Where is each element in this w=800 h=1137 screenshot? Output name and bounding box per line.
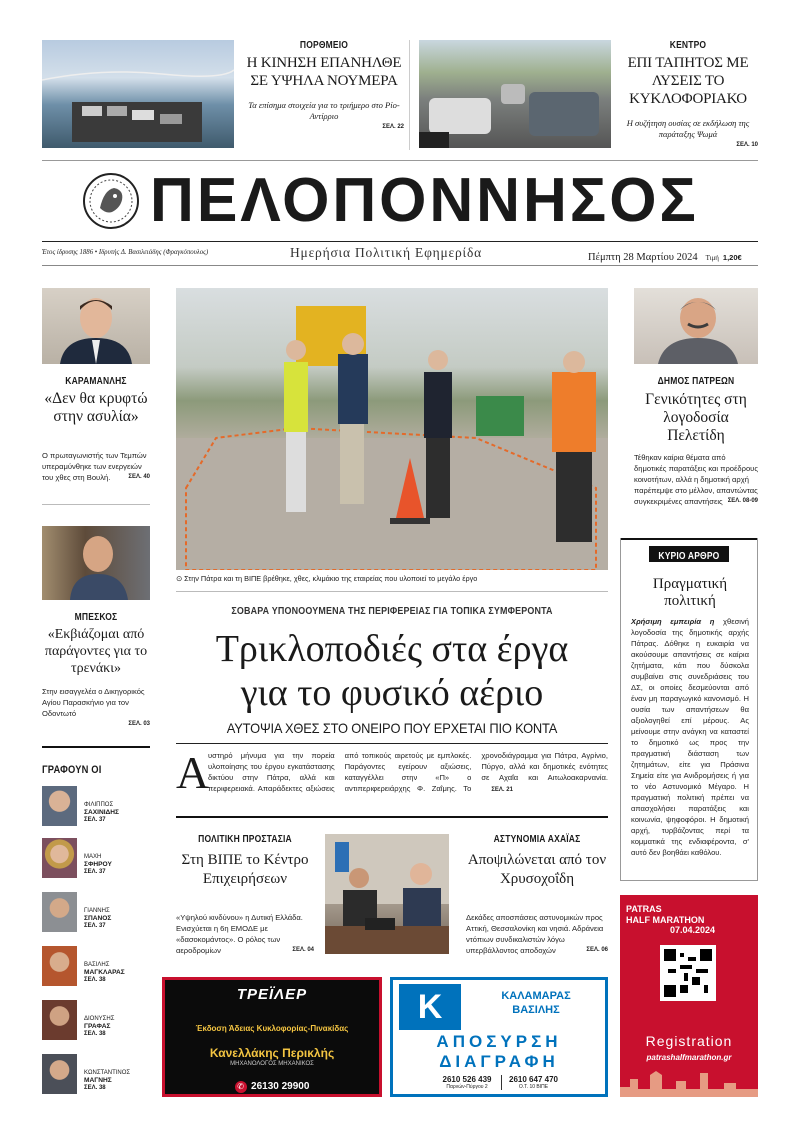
page-ref: ΣΕΛ. 38 <box>84 977 106 983</box>
masthead-title[interactable]: ΠΕΛΟΠΟΝΝΗΣΟΣ <box>150 166 699 235</box>
story-kicker: ΠΟΛΙΤΙΚΗ ΠΡΟΣΤΑΣΙΑ <box>198 834 292 845</box>
page-ref: ΣΕΛ. 37 <box>84 869 106 875</box>
camera-icon: ⊙ <box>176 574 185 583</box>
writer-last-name: ΣΦΗΡΟΥ <box>84 861 112 868</box>
page-ref: ΣΕΛ. 22 <box>382 124 404 130</box>
writer-last-name: ΣΠΑΝΟΣ <box>84 915 112 922</box>
page-ref: ΣΕΛ. 37 <box>84 923 106 929</box>
teaser-title[interactable]: Η ΚΙΝΗΣΗ ΕΠΑΝΗΛΘΕ ΣΕ ΥΨΗΛΑ ΝΟΥΜΕΡΑ <box>246 55 402 89</box>
story-body: Ο πρωταγωνιστής των Τεμπών υπεραμύνθηκε των ενεργειών του χθες στη Βουλή. <box>42 451 147 482</box>
writer-first-name: ΚΩΝΣΤΑΝΤΙΝΟΣ <box>84 1070 131 1076</box>
writer-item[interactable] <box>42 1000 150 1046</box>
masthead-subtitle: Ημερήσια Πολιτική Εφημερίδα <box>290 245 483 260</box>
teaser-summary: Η συζήτηση ουσίας σε εκδήλωση της παράταξης Ψωμά <box>626 118 750 139</box>
marathon-brand1: PATRAS <box>626 904 662 914</box>
kalamaras-name2: ΒΑΣΙΛΗΣ <box>512 1004 560 1016</box>
drop-cap: Α <box>176 747 210 798</box>
writer-first-name: ΒΑΣΙΛΗΣ <box>84 962 110 968</box>
story-body: Τέθηκαν καίρια θέματα από δημοτικές παρατάξεις και προέδρους κοινοτήτων, αλλά η δημοτική αρχή παρέπεμψε στο μέλλον, απαντώντας συγκεκριμένες απαντήσεις <box>634 453 758 506</box>
kalamaras-phone1: 2610 526 439 <box>442 1075 492 1084</box>
trailer-ad-name: Κανελλάκης Περικλής <box>209 1046 335 1060</box>
issue-date: Πέμπτη 28 Μαρτίου 2024 <box>588 252 698 263</box>
main-body: υστηρό μήνυμα για την πορεία υλοποίησης του έργου εγκατάστασης δικτύου στην Πάτρα, αλλά και περιφερειακά. Απαράδεκτες αξιώσεις από τοπικούς αιρετούς με εμπλοκές. Παράγοντες εγείρουν αξιώσεις, καταγγέλλει στην «Π» ο αντιπεριφερειάρχης Φ. Ζαΐμης. Το χρονοδιάγραμμα για Πάτρα, Αγρίνιο, Πύργο, αλλά και δημοτικές ενότητες σε Αχαΐα και Αιτωλοακαρνανία. <box>208 751 608 793</box>
writer-photo <box>42 892 77 932</box>
writer-first-name: ΓΙΑΝΝΗΣ <box>84 908 110 914</box>
page-ref: ΣΕΛ. 06 <box>586 947 608 953</box>
kalamaras-service2: ΔΙΑΓΡΑΦΗ <box>439 1052 559 1071</box>
story-title[interactable]: Αποψιλώνεται από τον Χρυσοχοΐδη <box>467 852 607 887</box>
writer-last-name: ΓΡΑΦΑΣ <box>84 1023 111 1030</box>
story-title[interactable]: «Εκβιάζομαι από παράγοντες για το τρενάκι» <box>44 627 148 676</box>
writer-photo <box>42 838 77 878</box>
story-kicker: ΔΗΜΟΣ ΠΑΤΡΕΩΝ <box>657 376 735 387</box>
writer-photo <box>42 1054 77 1094</box>
main-photo <box>176 288 608 570</box>
editorial-lead: Χρήσιμη εμπειρία η <box>631 617 715 626</box>
karamanlis-photo <box>42 288 150 364</box>
beskos-photo <box>42 526 150 600</box>
trailer-ad[interactable] <box>162 977 382 1097</box>
meeting-photo <box>325 834 449 954</box>
story-kicker: ΑΣΤΥΝΟΜΙΑ ΑΧΑΪΑΣ <box>493 834 581 845</box>
masthead-logo-icon <box>82 172 140 230</box>
trailer-ad-service: Έκδοση Άδειας Κυκλοφορίας-Πινακίδας <box>195 1024 349 1033</box>
kalamaras-phone2: 2610 647 470 <box>509 1075 558 1084</box>
editorial-kicker: ΚΥΡΙΟ ΑΡΘΡΟ <box>658 551 720 562</box>
writer-item[interactable] <box>42 1054 150 1100</box>
writer-last-name: ΜΑΓΚΛΑΡΑΣ <box>84 969 125 976</box>
city-skyline-icon <box>620 1067 758 1097</box>
kalamaras-name1: ΚΑΛΑΜΑΡΑΣ <box>501 990 571 1002</box>
teaser-kicker: ΚΕΝΤΡΟ <box>669 40 707 51</box>
kalamaras-service1: ΑΠΟΣΥΡΣΗ <box>436 1032 562 1051</box>
page-ref: ΣΕΛ. 37 <box>84 817 106 823</box>
story-title[interactable]: «Δεν θα κρυφτώ στην ασυλία» <box>44 390 148 425</box>
page-ref: ΣΕΛ. 04 <box>292 947 314 953</box>
writer-item[interactable] <box>42 946 150 992</box>
writer-first-name: ΔΙΟΝΥΣΗΣ <box>84 1016 115 1022</box>
writer-first-name: ΦΙΛΙΠΠΟΣ <box>84 802 114 808</box>
kalamaras-logo-icon: K <box>399 984 461 1030</box>
story-body: Στην εισαγγελέα ο Δικηγορικός Αγίου Παρασκήνιο για τον Οδοντωτό <box>42 687 145 718</box>
price: 1,20€ <box>722 253 742 262</box>
main-kicker: ΣΟΒΑΡΑ ΥΠΟΝΟΟΥΜΕΝΑ ΤΗΣ ΠΕΡΙΦΕΡΕΙΑΣ ΓΙΑ ΤΟΠΙΚΑ ΣΥΜΦΕΡΟΝΤΑ <box>231 605 553 617</box>
writers-title: ΓΡΑΦΟΥΝ ΟΙ <box>42 764 102 776</box>
editorial-body: χθεσινή λογοδοσία της δημοτικής αρχής Πάτρας. Δόθηκε η ευκαιρία να ακούσουμε απαντήσεις σε καίρια ζητήματα, κάτι που δύσκολα συμβαίνει στις συνεδριάσεις του ΔΣ, οι οποίες δεσμεύονται από έναν μη παραγωγικό κανονισμό. Η ουσία των απαντήσεων θα αξιολογηθεί επί μέρους. Ας μείνουμε στην ανάγκη να καταστεί το δημοτικό ως προς την πραγματική διάσταση των ζητημάτων, είτε για Πράσινα Σημεία είτε για Ανιδρομήσεις ή για το νέο Αστυνομικό Μέγαρο. Η πραγματική πολιτική πρέπει να απασχολήσει παρατάξεις και κοινωνία, ψηφοφόροι. Η δημοτική αρχή, τυρβάζοντας περί τα κομματικά της ενδιαφέροντα, σ' αυτό δεν βοηθάει καθόλου. <box>631 617 749 857</box>
writer-last-name: ΜΑΓΝΗΣ <box>84 1077 112 1084</box>
teaser-kicker: ΠΟΡΘΜΕΙΟ <box>299 40 349 51</box>
qr-code-icon <box>660 945 716 1001</box>
writer-last-name: ΣΑΧΙΝΙΔΗΣ <box>84 809 120 816</box>
kalamaras-address2: Ο.Τ. 10 ΒΙΠΕ <box>518 1084 549 1090</box>
marathon-registration: Registration <box>645 1033 733 1049</box>
story-kicker: ΚΑΡΑΜΑΝΛΗΣ <box>65 376 127 387</box>
writer-photo <box>42 946 77 986</box>
page-ref: ΣΕΛ. 38 <box>84 1031 106 1037</box>
page-ref: ΣΕΛ. 40 <box>128 474 150 480</box>
writer-item[interactable] <box>42 786 150 832</box>
page-ref: ΣΕΛ. 03 <box>128 721 150 727</box>
writer-photo <box>42 786 77 826</box>
marathon-website: patrashalfmarathon.gr <box>646 1053 732 1062</box>
editorial-box <box>620 538 758 881</box>
trailer-ad-title: ΤΡΕΪΛΕΡ <box>236 986 308 1003</box>
teaser-summary: Τα επίσημα στοιχεία για το τριήμερο στο Ρίο-Αντίρριο <box>248 100 400 121</box>
peletidis-photo <box>634 288 758 364</box>
photo-caption: Στην Πάτρα και τη ΒΙΠΕ βρέθηκε, χθες, κλιμάκιο της εταιρείας που υλοποιεί το μεγάλο έργο <box>184 574 478 583</box>
marathon-date: 07.04.2024 <box>670 925 716 935</box>
trailer-ad-phone: 26130 29900 <box>251 1081 310 1092</box>
story-title[interactable]: Γενικότητες στη λογοδοσία Πελετίδη <box>645 391 747 444</box>
page-ref: ΣΕΛ. 08-09 <box>727 498 758 504</box>
story-title[interactable]: Στη ΒΙΠΕ το Κέντρο Επιχειρήσεων <box>181 852 309 887</box>
marathon-brand2: HALF MARATHON <box>626 915 705 925</box>
story-body: Δεκάδες αποσπάσεις αστυνομικών προς Αττική, Θεσσαλονίκη και νησιά. Αδράνεια ντόπιων συνδικαλιστών λόγω υπερβάλλοντος αποδοχών <box>466 913 604 955</box>
traffic-photo <box>419 40 611 148</box>
masthead-founded: Έτος ίδρυσης 1886 • Ιδρυτής Δ. Βασιλειάδης (Φραγκόπουλος) <box>42 249 209 256</box>
editorial-title[interactable]: Πραγματική πολιτική <box>652 576 728 609</box>
writer-item[interactable] <box>42 892 150 938</box>
marathon-ad[interactable] <box>620 895 758 1097</box>
page-ref: ΣΕΛ. 21 <box>491 787 513 793</box>
writer-photo <box>42 1000 77 1040</box>
main-deck: ΑΥΤΟΨΙΑ ΧΘΕΣ ΣΤΟ ΟΝΕΙΡΟ ΠΟΥ ΕΡΧΕΤΑΙ ΠΙΟ ΚΟΝΤΑ <box>226 720 558 736</box>
page-ref: ΣΕΛ. 10 <box>736 142 758 148</box>
page-ref: ΣΕΛ. 38 <box>84 1085 106 1091</box>
teaser-title[interactable]: ΕΠΙ ΤΑΠΗΤΟΣ ΜΕ ΛΥΣΕΙΣ ΤΟ ΚΥΚΛΟΦΟΡΙΑΚΟ <box>627 55 749 107</box>
main-headline-line1[interactable]: Τρικλοποδιές στα έργα <box>215 628 569 670</box>
price-label: Τιμή <box>705 254 719 262</box>
phone-icon: ✆ <box>235 1081 247 1093</box>
trailer-ad-profession: ΜΗΧΑΝΟΛΟΓΟΣ ΜΗΧΑΝΙΚΟΣ <box>230 1061 314 1067</box>
story-kicker: ΜΠΕΣΚΟΣ <box>74 612 118 623</box>
kalamaras-ad[interactable] <box>390 977 608 1097</box>
kalamaras-address1: Παρνών-Πύργου 2 <box>446 1084 488 1090</box>
writer-item[interactable] <box>42 838 150 884</box>
ferry-photo <box>42 40 234 148</box>
story-body: «Υψηλού κινδύνου» η Δυτική Ελλάδα. Ενισχύεται η 6η ΕΜΟΔΕ με «δασοκομάντος». Ο ρόλος των αεροδρομίων <box>176 913 303 955</box>
main-headline-line2[interactable]: για το φυσικό αέριο <box>240 672 544 714</box>
writer-first-name: ΜΑΧΗ <box>84 854 102 860</box>
